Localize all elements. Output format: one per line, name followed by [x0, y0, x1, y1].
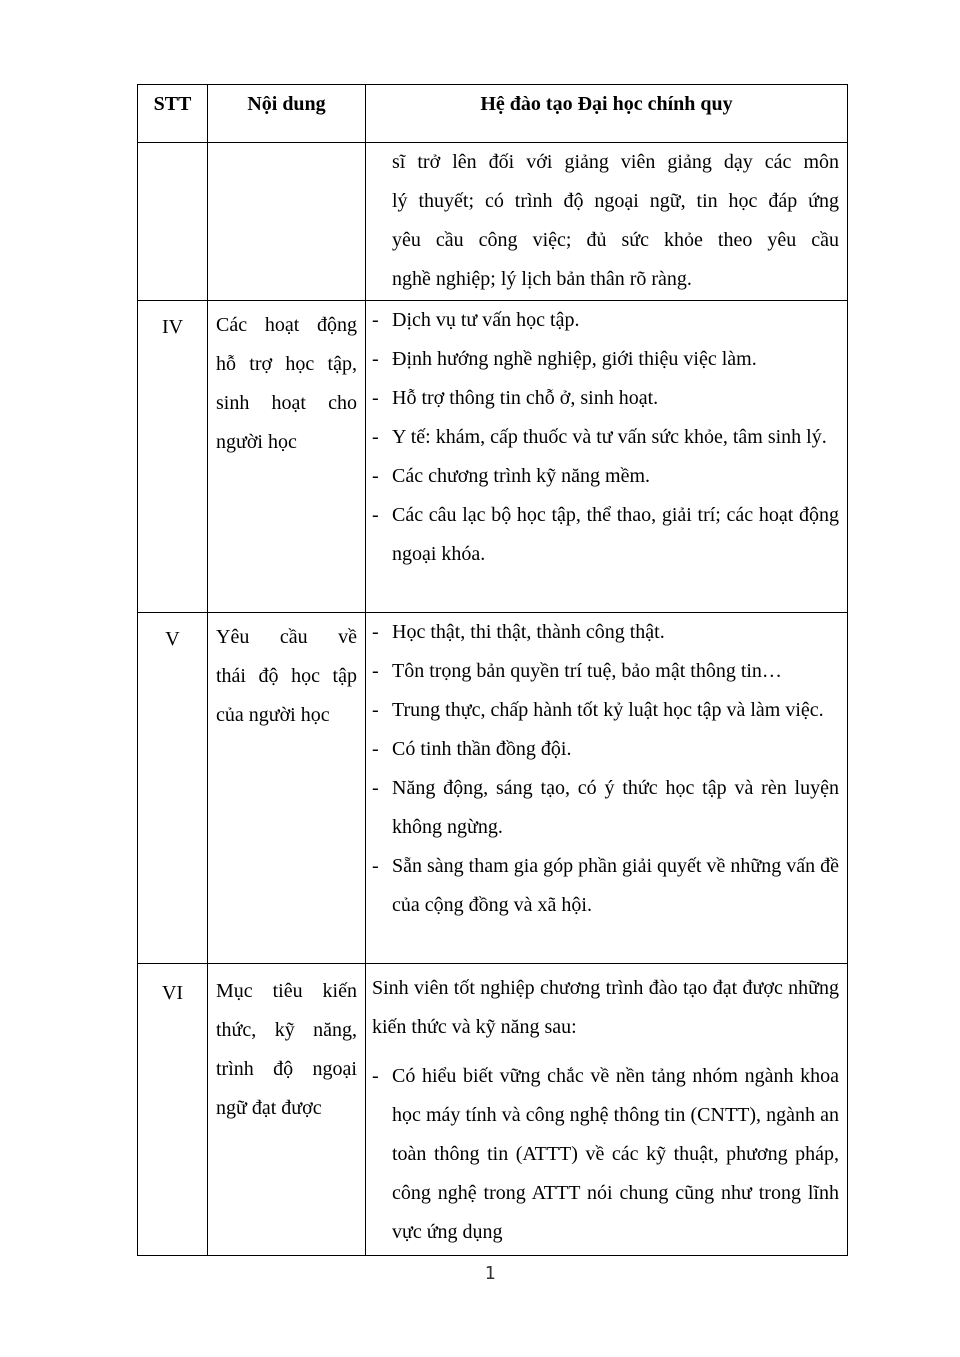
stt-cell: V	[138, 613, 208, 964]
noi-dung-line: Các hoạt động	[216, 314, 357, 336]
noi-dung-line: thức, kỹ năng,	[216, 1019, 357, 1041]
program-table	[137, 84, 848, 1256]
noi-dung-line: hỗ trợ học tập,	[216, 353, 357, 375]
noi-dung-cell	[208, 143, 366, 301]
noi-dung-line: sinh hoạt cho	[216, 392, 357, 414]
noi-dung-line: ngữ đạt được	[216, 1097, 322, 1119]
table-header-row	[138, 85, 848, 143]
noi-dung-cell	[208, 301, 366, 613]
table-row-vi	[138, 964, 848, 1256]
content-cell	[366, 613, 848, 964]
list-item: - Y tế: khám, cấp thuốc và tư vấn sức khỏe, tâm sinh lý.	[372, 418, 839, 457]
list-item: - Tôn trọng bản quyền trí tuệ, bảo mật thông tin…	[372, 652, 839, 691]
header-noi-dung: Nội dung	[208, 85, 366, 143]
noi-dung-line: Yêu cầu về	[216, 626, 357, 648]
list-item: - Trung thực, chấp hành tốt kỷ luật học tập và làm việc.	[372, 691, 839, 730]
list-item: - Có tinh thần đồng đội.	[372, 730, 839, 769]
page-number: 1	[484, 1263, 496, 1284]
list-item: - Học thật, thi thật, thành công thật.	[372, 613, 839, 652]
list-item: - Các câu lạc bộ học tập, thể thao, giải trí; các hoạt động ngoại khóa.	[372, 496, 839, 574]
header-he-dao-tao: Hệ đào tạo Đại học chính quy	[366, 85, 848, 143]
stt-cell	[138, 143, 208, 301]
bullet-list	[372, 1057, 839, 1252]
continued-line: nghề nghiệp; lý lịch bản thân rõ ràng.	[392, 268, 692, 290]
continued-line: lý thuyết; có trình độ ngoại ngữ, tin học đáp ứng	[392, 190, 839, 212]
content-cell	[366, 964, 848, 1256]
list-item: - Có hiểu biết vững chắc về nền tảng nhóm ngành khoa học máy tính và công nghệ thông tin (CNTT), ngành an toàn thông tin (ATTT) về các kỹ thuật, phương pháp, công nghệ trong ATTT nói chung cũng như trong lĩnh vực ứng dụng	[372, 1057, 839, 1252]
list-item: - Hỗ trợ thông tin chỗ ở, sinh hoạt.	[372, 379, 839, 418]
noi-dung-line: trình độ ngoại	[216, 1058, 357, 1080]
table-row-iv	[138, 301, 848, 613]
list-item: - Các chương trình kỹ năng mềm.	[372, 457, 839, 496]
continued-content-cell	[366, 143, 848, 301]
header-stt: STT	[138, 85, 208, 143]
noi-dung-line: người học	[216, 431, 297, 453]
noi-dung-line: Mục tiêu kiến	[216, 980, 357, 1002]
list-item: - Sẵn sàng tham gia góp phần giải quyết về những vấn đề của cộng đồng và xã hội.	[372, 847, 839, 925]
stt-cell: IV	[138, 301, 208, 613]
continued-line: yêu cầu công việc; đủ sức khỏe theo yêu cầu	[392, 229, 839, 251]
table-row-continued	[138, 143, 848, 301]
bullet-list	[372, 613, 839, 925]
continued-line: sĩ trở lên đối với giảng viên giảng dạy các môn	[392, 151, 839, 173]
list-item: - Định hướng nghề nghiệp, giới thiệu việc làm.	[372, 340, 839, 379]
stt-cell: VI	[138, 964, 208, 1256]
noi-dung-line: thái độ học tập	[216, 665, 357, 687]
noi-dung-cell	[208, 964, 366, 1256]
content-cell	[366, 301, 848, 613]
noi-dung-cell	[208, 613, 366, 964]
table-row-v	[138, 613, 848, 964]
intro-paragraph: Sinh viên tốt nghiệp chương trình đào tạo đạt được những kiến thức và kỹ năng sau:	[372, 977, 839, 1038]
noi-dung-line: của người học	[216, 704, 330, 726]
list-item: - Dịch vụ tư vấn học tập.	[372, 301, 839, 340]
list-item: - Năng động, sáng tạo, có ý thức học tập và rèn luyện không ngừng.	[372, 769, 839, 847]
bullet-list	[372, 301, 839, 574]
